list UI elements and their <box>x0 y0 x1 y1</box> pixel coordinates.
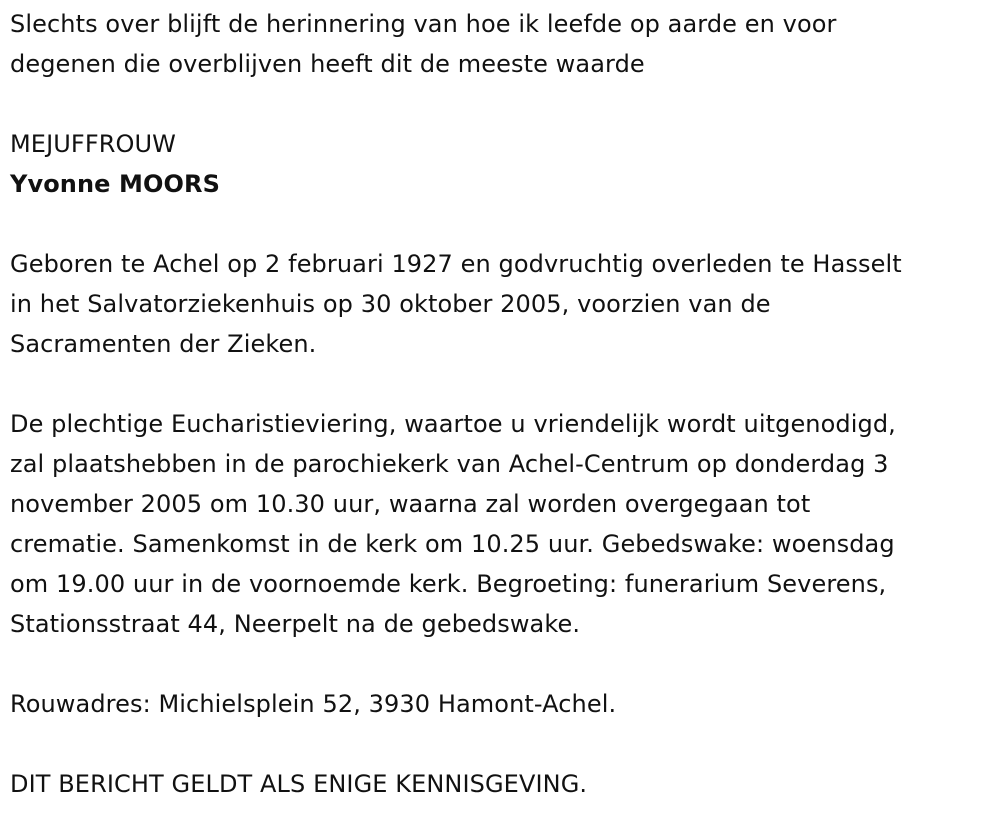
motto-block <box>10 4 990 84</box>
spacer <box>10 364 990 404</box>
mourning-address: Rouwadres: Michielsplein 52, 3930 Hamont-Achel. <box>10 690 617 718</box>
spacer <box>10 724 990 764</box>
honorific-title: MEJUFFROUW <box>10 130 176 158</box>
spacer <box>10 204 990 244</box>
birth-death-block <box>10 244 990 364</box>
spacer <box>10 84 990 124</box>
ceremony-line: om 19.00 uur in de voornoemde kerk. Begroeting: funerarium Severens, <box>10 570 887 598</box>
ceremony-line: november 2005 om 10.30 uur, waarna zal worden overgegaan tot <box>10 490 811 518</box>
spacer <box>10 644 990 684</box>
motto-line: Slechts over blijft de herinnering van hoe ik leefde op aarde en voor <box>10 10 837 38</box>
ceremony-line: De plechtige Eucharistieviering, waartoe u vriendelijk wordt uitgenodigd, <box>10 410 896 438</box>
deceased-name: Yvonne MOORS <box>10 170 220 198</box>
ceremony-line: zal plaatshebben in de parochiekerk van Achel-Centrum op donderdag 3 <box>10 450 889 478</box>
ceremony-line: Stationsstraat 44, Neerpelt na de gebedswake. <box>10 610 581 638</box>
birth-death-line: in het Salvatorziekenhuis op 30 oktober 2005, voorzien van de <box>10 290 771 318</box>
birth-death-line: Sacramenten der Zieken. <box>10 330 317 358</box>
motto-line: degenen die overblijven heeft dit de meeste waarde <box>10 50 645 78</box>
notice-statement: DIT BERICHT GELDT ALS ENIGE KENNISGEVING. <box>10 770 588 798</box>
birth-death-line: Geboren te Achel op 2 februari 1927 en godvruchtig overleden te Hasselt <box>10 250 902 278</box>
ceremony-line: crematie. Samenkomst in de kerk om 10.25 uur. Gebedswake: woensdag <box>10 530 895 558</box>
ceremony-block <box>10 404 990 644</box>
